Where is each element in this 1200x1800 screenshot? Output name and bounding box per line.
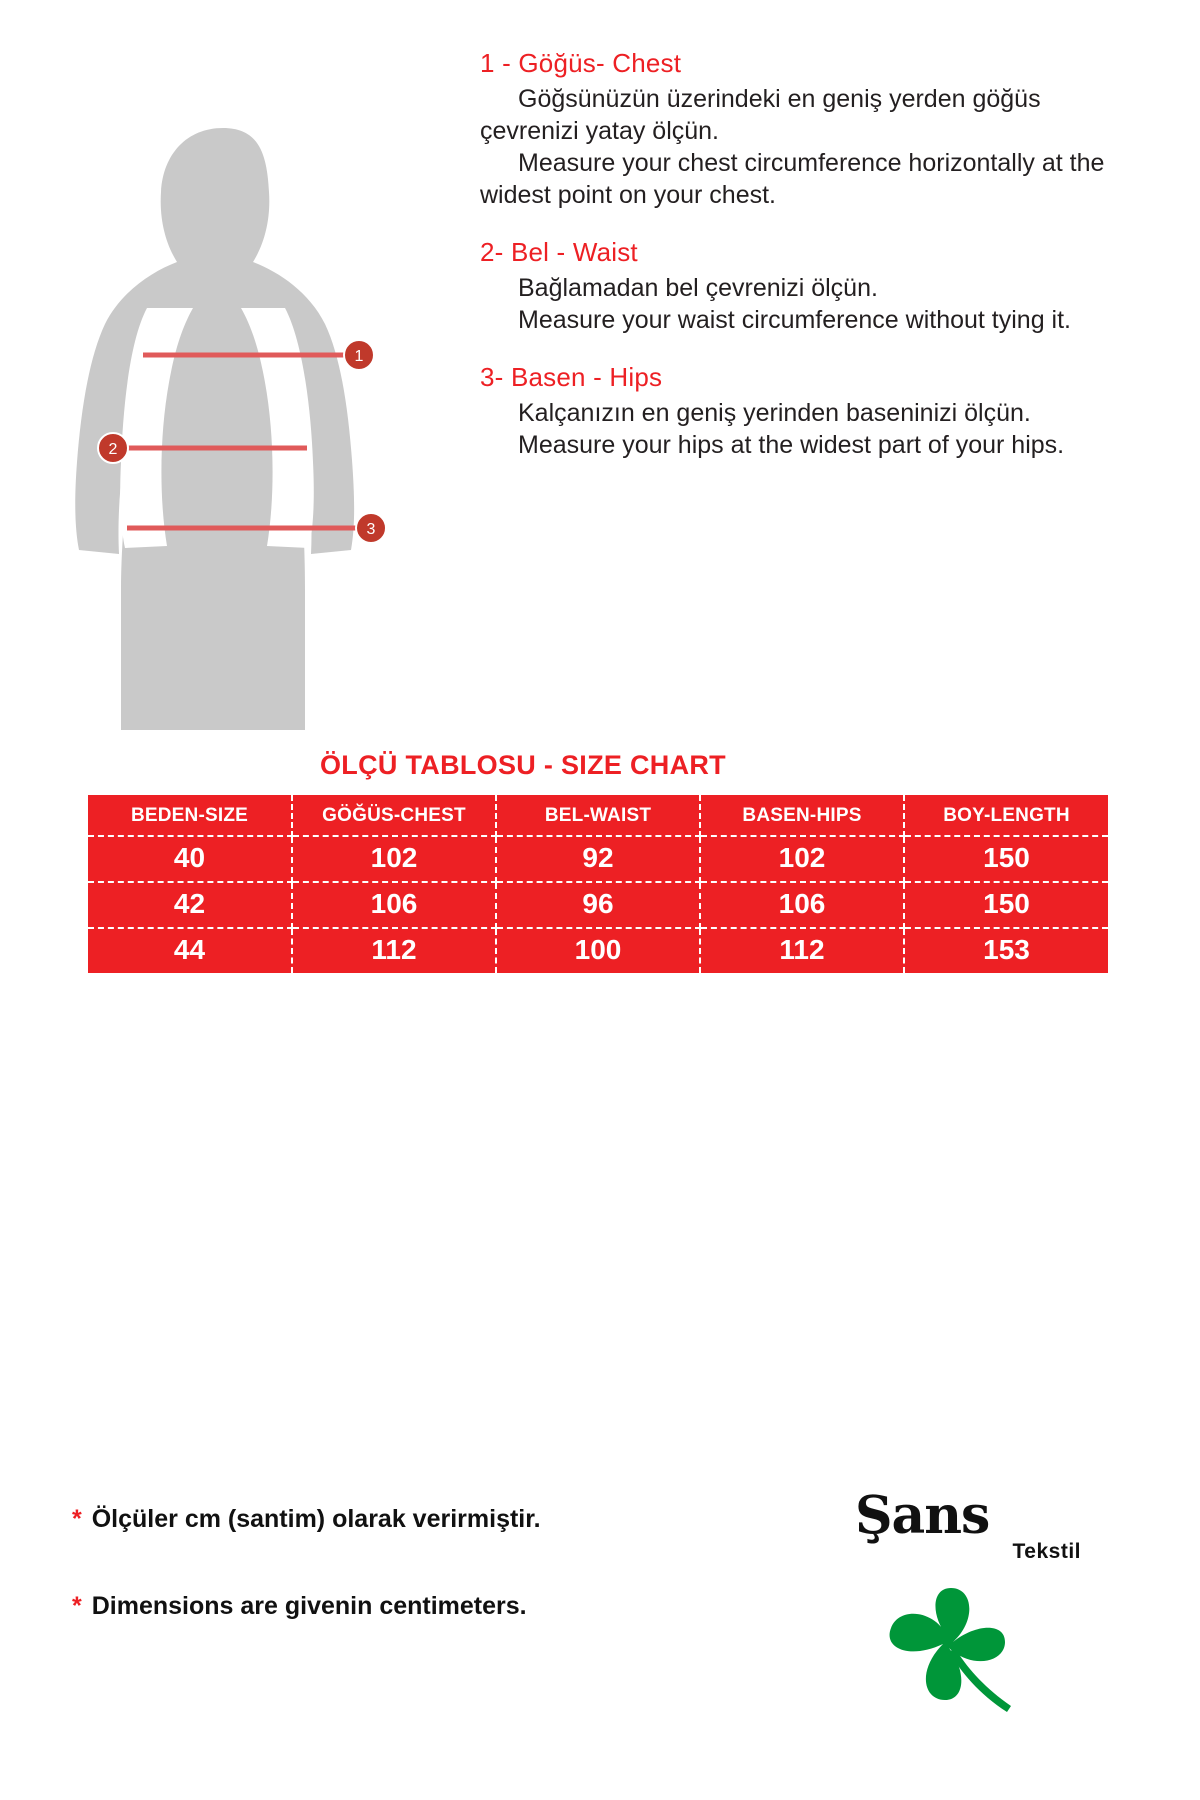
size-chart-table (88, 795, 1108, 973)
brand-name: Şans (855, 1485, 990, 1546)
table-row (88, 836, 1108, 882)
instructions-list (480, 48, 1140, 487)
instruction-chest-title: 1 - Göğüs- Chest (480, 48, 682, 78)
cell-length: 150 (904, 882, 1108, 928)
instruction-chest-tr: Göğsünüzün üzerindeki en geniş yerden göğüs çevrenizi yatay ölçün. (480, 85, 1041, 145)
cell-hips: 112 (700, 928, 904, 973)
table-row (88, 882, 1108, 928)
instruction-hips (480, 362, 1140, 461)
cell-waist: 92 (496, 836, 700, 882)
cell-size: 44 (88, 928, 292, 973)
svg-text:3: 3 (366, 521, 376, 538)
note-en (72, 1592, 832, 1621)
asterisk-icon: * (72, 1592, 82, 1620)
cell-length: 150 (904, 836, 1108, 882)
marker-2 (98, 433, 128, 463)
cell-chest: 102 (292, 836, 496, 882)
table-header-row (88, 795, 1108, 836)
cell-hips: 106 (700, 882, 904, 928)
body-silhouette (75, 128, 354, 730)
instruction-waist (480, 237, 1140, 336)
note-tr-text: Ölçüler cm (santim) olarak verirmiştir. (91, 1505, 541, 1533)
instruction-chest (480, 48, 1140, 211)
asterisk-icon: * (72, 1505, 82, 1533)
marker-1 (344, 340, 374, 370)
cell-chest: 112 (292, 928, 496, 973)
column-header-waist: BEL-WAIST (496, 795, 700, 836)
instruction-hips-en: Measure your hips at the widest part of your hips. (518, 431, 1065, 459)
instruction-waist-en: Measure your waist circumference without tying it. (518, 306, 1071, 334)
column-header-hips: BASEN-HIPS (700, 795, 904, 836)
brand-logo (855, 1485, 1085, 1740)
note-en-text: Dimensions are givenin centimeters. (91, 1592, 527, 1620)
table-row (88, 928, 1108, 973)
svg-text:2: 2 (108, 441, 118, 458)
column-header-chest: GÖĞÜS-CHEST (292, 795, 496, 836)
cell-waist: 96 (496, 882, 700, 928)
svg-text:1: 1 (354, 348, 364, 365)
instruction-hips-tr: Kalçanızın en geniş yerinden baseninizi ölçün. (518, 399, 1031, 427)
measurement-guide-section (0, 0, 1200, 780)
cell-chest: 106 (292, 882, 496, 928)
footer-notes (72, 1505, 832, 1679)
instruction-waist-title: 2- Bel - Waist (480, 237, 638, 267)
clover-icon (869, 1574, 1085, 1729)
brand-subtitle: Tekstil (1012, 1540, 1081, 1563)
cell-waist: 100 (496, 928, 700, 973)
instruction-hips-title: 3- Basen - Hips (480, 362, 663, 392)
cell-length: 153 (904, 928, 1108, 973)
cell-size: 40 (88, 836, 292, 882)
instruction-chest-en: Measure your chest circumference horizontally at the widest point on your chest. (480, 149, 1105, 209)
cell-hips: 102 (700, 836, 904, 882)
cell-size: 42 (88, 882, 292, 928)
instruction-waist-tr: Bağlamadan bel çevrenizi ölçün. (518, 274, 878, 302)
marker-3 (356, 513, 386, 543)
column-header-size: BEDEN-SIZE (88, 795, 292, 836)
note-tr (72, 1505, 832, 1534)
body-figure-diagram (55, 110, 455, 730)
column-header-length: BOY-LENGTH (904, 795, 1108, 836)
size-chart-title: ÖLÇÜ TABLOSU - SIZE CHART (320, 750, 726, 780)
